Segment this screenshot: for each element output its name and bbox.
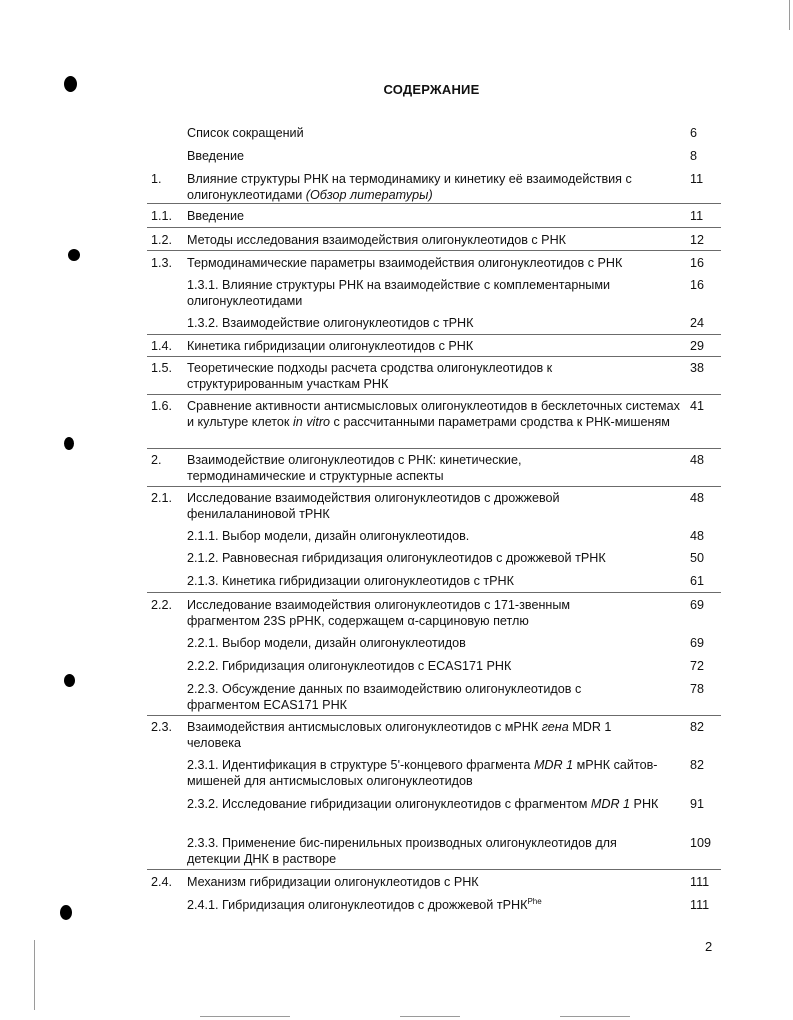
toc-entry-number: 1. — [151, 172, 162, 186]
toc-entry-page: 111 — [690, 898, 710, 912]
scan-edge-line-right — [789, 0, 790, 30]
toc-entry-text: 2.4.1. Гибридизация олигонуклеотидов с дрожжевой тРНК$^{Phe}$ — [187, 896, 542, 912]
toc-entry-page: 16 — [690, 256, 705, 270]
toc-entry-page: 111 — [690, 875, 710, 889]
toc-entry-text: Исследование взаимодействия олигонуклеотидов с 171-звенным фрагментом 23S рРНК, содержащем α-сарциновую петлю — [187, 598, 571, 628]
toc-entry-page: 8 — [690, 149, 698, 163]
toc-entry-text: 1.3.2. Взаимодействие олигонуклеотидов с тРНК — [187, 316, 474, 330]
toc-entry-page: 29 — [690, 339, 705, 353]
scan-blot-5 — [60, 905, 72, 920]
scan-blot-2 — [68, 249, 80, 261]
toc-entry-text: Взаимодействия антисмысловых олигонуклеотидов с мРНК гена MDR 1 человека — [187, 720, 612, 750]
toc-entry-italic: гена — [541, 720, 569, 734]
toc-entry-number: 1.3. — [151, 256, 173, 270]
toc-entry-text: Список сокращений — [187, 126, 304, 140]
toc-entry-page: 11 — [690, 209, 704, 223]
toc-entry-text: 2.1.3. Кинетика гибридизации олигонуклеотидов с тРНК — [187, 574, 514, 588]
scan-bottom-line-1 — [200, 1016, 290, 1017]
toc-entry-italic: (Обзор литературы) — [305, 188, 433, 202]
toc-entry-text: 2.1.1. Выбор модели, дизайн олигонуклеотидов. — [187, 529, 470, 543]
toc-entry-text: 2.1.2. Равновесная гибридизация олигонуклеотидов с дрожжевой тРНК — [187, 551, 606, 565]
toc-entry-text: 2.2.3. Обсуждение данных по взаимодействию олигонуклеотидов с фрагментом ECAS171 РНК — [187, 682, 582, 712]
scan-bottom-line-3 — [560, 1016, 630, 1017]
toc-entry-page: 48 — [690, 529, 705, 543]
toc-entry-italic: MDR 1 — [533, 758, 574, 772]
toc-entry-number: 1.4. — [151, 339, 173, 353]
toc-entry-number: 2. — [151, 453, 162, 467]
toc-entry-number: 2.1. — [151, 491, 173, 505]
toc-entry-text: Кинетика гибридизации олигонуклеотидов с РНК — [187, 339, 474, 353]
toc-entry-text: 2.3.3. Применение бис-пиренильных производных олигонуклеотидов для детекции ДНК в растворе — [187, 836, 617, 866]
toc-entry-text: Механизм гибридизации олигонуклеотидов с РНК — [187, 875, 479, 889]
toc-separator — [147, 203, 721, 204]
toc-entry-text: 2.3.2. Исследование гибридизации олигонуклеотидов с фрагментом MDR 1 РНК — [187, 797, 659, 811]
toc-entry-superscript: Phe — [527, 896, 542, 906]
toc-separator — [147, 448, 721, 449]
toc-entry-text: Теоретические подходы расчета сродства олигонуклеотидов к структурированным участкам РНК — [187, 361, 553, 391]
toc-entry-number: 1.1. — [151, 209, 173, 223]
toc-entry-italic: MDR 1 — [590, 797, 631, 811]
toc-entry-page: 16 — [690, 278, 705, 292]
toc-entry-page: 72 — [690, 659, 705, 673]
toc-entry-text: Влияние структуры РНК на термодинамику и кинетику её взаимодействия с олигонуклеотидами (Обзор литературы) — [187, 172, 632, 202]
toc-separator — [147, 334, 721, 335]
toc-entry-page: 41 — [690, 399, 705, 413]
page-number: 2 — [705, 939, 713, 954]
toc-entry-text: Введение — [187, 209, 245, 223]
toc-entry-text: 1.3.1. Влияние структуры РНК на взаимодействие с комплементарными олигонуклеотидами — [187, 278, 611, 308]
toc-entry-page: 61 — [690, 574, 705, 588]
toc-separator — [147, 486, 721, 487]
toc-entry-text: 2.3.1. Идентификация в структуре 5'-концевого фрагмента MDR 1 мРНК сайтов-мишеней для антисмысловых олигонуклеотидов — [187, 758, 658, 788]
scan-blot-4 — [64, 674, 75, 687]
toc-entry-text: 2.2.1. Выбор модели, дизайн олигонуклеотидов — [187, 636, 466, 650]
toc-entry-number: 1.5. — [151, 361, 173, 375]
toc-separator — [147, 715, 721, 716]
toc-separator — [147, 394, 721, 395]
toc-entry-number: 1.6. — [151, 399, 173, 413]
toc-entry-text: Исследование взаимодействия олигонуклеотидов с дрожжевой фенилаланиновой тРНК — [187, 491, 560, 521]
toc-entry-page: 82 — [690, 720, 705, 734]
scan-blot-3 — [64, 437, 74, 450]
toc-entry-page: 109 — [690, 836, 712, 850]
toc-entry-page: 12 — [690, 233, 705, 247]
toc-entry-number: 2.4. — [151, 875, 173, 889]
toc-entry-page: 82 — [690, 758, 705, 772]
toc-entry-page: 50 — [690, 551, 705, 565]
toc-entry-page: 69 — [690, 636, 705, 650]
toc-entry-page: 6 — [690, 126, 698, 140]
toc-entry-italic: in vitro — [292, 415, 331, 429]
page-title: СОДЕРЖАНИЕ — [383, 82, 480, 97]
toc-entry-text: Введение — [187, 149, 245, 163]
toc-entry-page: 11 — [690, 172, 704, 186]
toc-entry-text: Сравнение активности антисмысловых олигонуклеотидов в бесклеточных системах и культуре клеток in vitro с рассчитанными параметрами сродства к РНК-мишеням — [187, 399, 680, 429]
toc-entry-page: 24 — [690, 316, 705, 330]
toc-entry-page: 78 — [690, 682, 705, 696]
toc-entry-page: 48 — [690, 453, 705, 467]
scan-bottom-line-2 — [400, 1016, 460, 1017]
toc-entry-page: 38 — [690, 361, 705, 375]
toc-entry-number: 2.3. — [151, 720, 173, 734]
toc-entry-page: 91 — [690, 797, 705, 811]
toc-entry-text: Взаимодействие олигонуклеотидов с РНК: кинетические, термодинамические и структурные аспекты — [187, 453, 522, 483]
toc-separator — [147, 250, 721, 251]
toc-separator — [147, 356, 721, 357]
toc-entry-text: 2.2.2. Гибридизация олигонуклеотидов с ECAS171 РНК — [187, 659, 512, 673]
toc-entry-page: 69 — [690, 598, 705, 612]
scan-edge-line-left — [34, 940, 35, 1010]
toc-separator — [147, 227, 721, 228]
toc-separator — [147, 869, 721, 870]
toc-entry-text: Термодинамические параметры взаимодействия олигонуклеотидов с РНК — [187, 256, 623, 270]
toc-entry-number: 2.2. — [151, 598, 173, 612]
toc-entry-number: 1.2. — [151, 233, 173, 247]
toc-entry-page: 48 — [690, 491, 705, 505]
toc-separator — [147, 592, 721, 593]
toc-entry-text: Методы исследования взаимодействия олигонуклеотидов с РНК — [187, 233, 567, 247]
